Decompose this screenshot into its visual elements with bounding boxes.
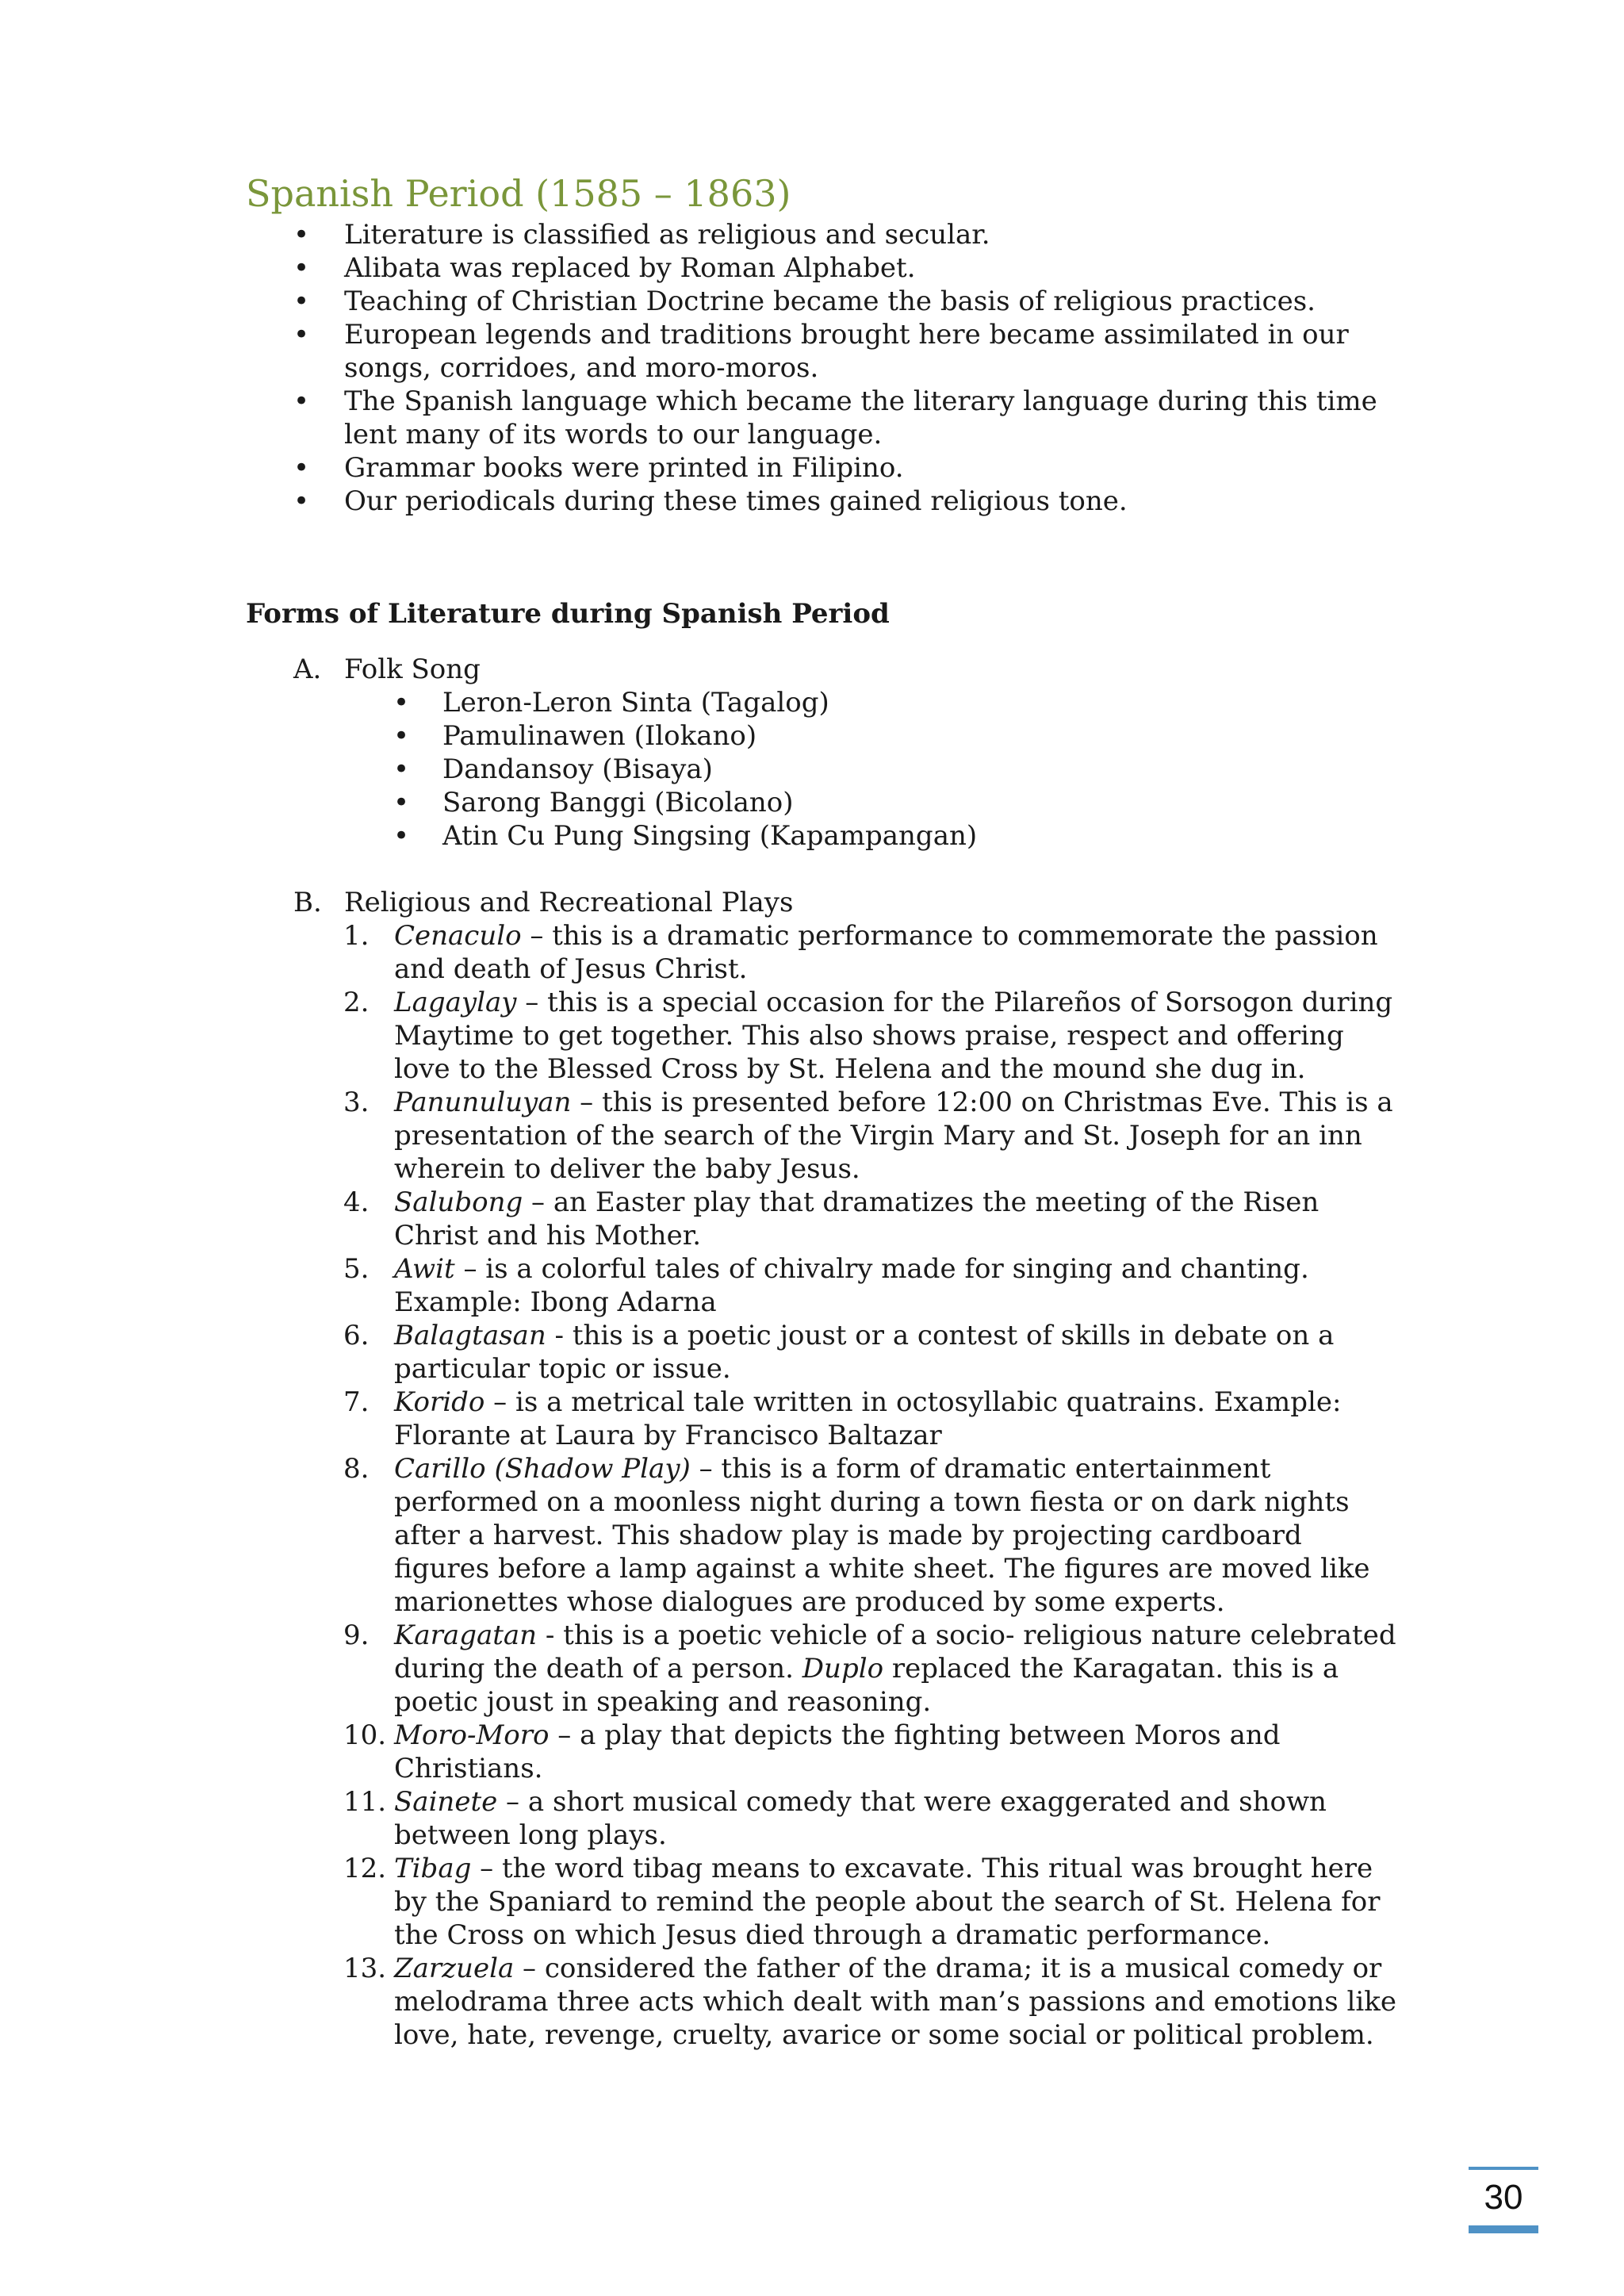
- folk-song-list: [246, 686, 1396, 853]
- item-number: 6.: [343, 1320, 370, 1351]
- section-a-letter: A.: [293, 654, 322, 685]
- list-item: • European legends and traditions brought here became assimilated in our songs, corridoes, and moro-moros.: [344, 318, 1396, 385]
- item-number: 8.: [343, 1453, 370, 1485]
- play-item: [343, 1952, 1397, 2052]
- page-number: 30: [1469, 2167, 1538, 2233]
- item-number: 10.: [343, 1719, 387, 1751]
- play-description: – this is a dramatic performance to commemorate the passion and death of Jesus Christ.: [394, 920, 1378, 985]
- play-term: Zarzuela: [394, 1953, 515, 1984]
- list-item: • Leron-Leron Sinta (Tagalog): [442, 686, 1396, 719]
- play-description: – considered the father of the drama; it is a musical comedy or melodrama three acts which dealt with man’s passions and emotions like love, hate, revenge, cruelty, avarice or some social or political problem.: [394, 1953, 1396, 2051]
- item-number: 9.: [343, 1619, 370, 1651]
- list-item: • Teaching of Christian Doctrine became the basis of religious practices.: [344, 285, 1396, 318]
- section-title: Spanish Period (1585 – 1863): [246, 172, 791, 215]
- list-item: • Atin Cu Pung Singsing (Kapampangan): [442, 819, 1396, 853]
- plays-list: [246, 919, 1397, 2052]
- list-item: • Literature is classified as religious and secular.: [344, 218, 1396, 251]
- list-item: • Alibata was replaced by Roman Alphabet.: [344, 251, 1396, 285]
- play-description: – is a colorful tales of chivalry made for singing and chanting. Example: Ibong Adarna: [394, 1253, 1309, 1318]
- play-term: Carillo (Shadow Play): [394, 1453, 691, 1485]
- item-number: 11.: [343, 1786, 387, 1818]
- play-term: Salubong: [394, 1186, 523, 1218]
- section-b-label: Religious and Recreational Plays: [344, 887, 794, 918]
- list-item: • Grammar books were printed in Filipino.: [344, 451, 1396, 485]
- play-item: [343, 1719, 1397, 1785]
- play-item: [343, 1852, 1397, 1952]
- play-term: Korido: [394, 1386, 485, 1418]
- play-description: – a play that depicts the fighting between Moros and Christians.: [394, 1719, 1281, 1784]
- play-term: Duplo: [802, 1653, 884, 1685]
- play-term: Balagtasan: [394, 1320, 546, 1351]
- play-item: [343, 919, 1397, 986]
- play-description: – is a metrical tale written in octosyllabic quatrains. Example: Florante at Laura by Francisco Baltazar: [394, 1386, 1342, 1451]
- list-item: • Our periodicals during these times gained religious tone.: [344, 485, 1396, 518]
- play-description: - this is a poetic joust or a contest of skills in debate on a particular topic or issue.: [394, 1320, 1335, 1385]
- play-item: [343, 1186, 1397, 1252]
- play-item: [343, 1452, 1397, 1619]
- play-term: Cenaculo: [394, 920, 522, 952]
- play-term: Karagatan: [394, 1619, 538, 1651]
- item-number: 7.: [343, 1386, 370, 1418]
- play-description: replaced the Karagatan. this is a poetic joust in speaking and reasoning.: [394, 1653, 1339, 1718]
- play-term: Sainete: [394, 1786, 498, 1818]
- play-item: [343, 1785, 1397, 1852]
- play-item: [343, 1386, 1397, 1452]
- forms-heading: Forms of Literature during Spanish Period: [246, 598, 890, 630]
- play-term: Moro-Moro: [394, 1719, 550, 1751]
- play-description: – a short musical comedy that were exaggerated and shown between long plays.: [394, 1786, 1327, 1851]
- item-number: 4.: [343, 1186, 370, 1218]
- characteristics-list: [246, 218, 1396, 518]
- play-term: Lagaylay: [394, 987, 517, 1018]
- play-description: – this is a form of dramatic entertainment performed on a moonless night during a town fiesta or on dark nights after a harvest. This shadow play is made by projecting cardboard figures before a lamp against a white sheet. The figures are moved like marionettes whose dialogues are produced by some experts.: [394, 1453, 1370, 1618]
- play-description: – this is a special occasion for the Pilareños of Sorsogon during Maytime to get together. This also shows praise, respect and offering love to the Blessed Cross by St. Helena and the mound she dug in.: [394, 987, 1393, 1085]
- play-item: [343, 986, 1397, 1086]
- play-item: [343, 1619, 1397, 1719]
- play-description: - this is a poetic vehicle of a socio- religious nature celebrated during the death of a person.: [394, 1619, 1396, 1685]
- play-item: [343, 1319, 1397, 1386]
- item-number: 12.: [343, 1853, 387, 1884]
- list-item: • Dandansoy (Bisaya): [442, 753, 1396, 786]
- list-item: • Pamulinawen (Ilokano): [442, 719, 1396, 753]
- play-term: Tibag: [394, 1853, 472, 1884]
- page-content: [246, 171, 1396, 2052]
- item-number: 3.: [343, 1087, 370, 1118]
- play-description: – this is presented before 12:00 on Christmas Eve. This is a presentation of the search of the Virgin Mary and St. Joseph for an inn wherein to deliver the baby Jesus.: [394, 1087, 1393, 1185]
- play-term: Panunuluyan: [394, 1087, 572, 1118]
- list-item: • The Spanish language which became the literary language during this time lent many of its words to our language.: [344, 385, 1396, 451]
- item-number: 13.: [343, 1953, 387, 1984]
- item-number: 2.: [343, 987, 370, 1018]
- play-description: – the word tibag means to excavate. This ritual was brought here by the Spaniard to remind the people about the search of St. Helena for the Cross on which Jesus died through a dramatic performance.: [394, 1853, 1381, 1951]
- play-item: [343, 1086, 1397, 1186]
- item-number: 1.: [343, 920, 370, 952]
- section-a-label: Folk Song: [344, 654, 481, 685]
- section-b-heading: [246, 886, 1396, 919]
- section-a-heading: [246, 653, 1396, 686]
- play-description: – an Easter play that dramatizes the meeting of the Risen Christ and his Mother.: [394, 1186, 1320, 1251]
- item-number: 5.: [343, 1253, 370, 1285]
- play-item: [343, 1252, 1397, 1319]
- play-term: Awit: [394, 1253, 455, 1285]
- list-item: • Sarong Banggi (Bicolano): [442, 786, 1396, 819]
- section-b-letter: B.: [293, 887, 322, 918]
